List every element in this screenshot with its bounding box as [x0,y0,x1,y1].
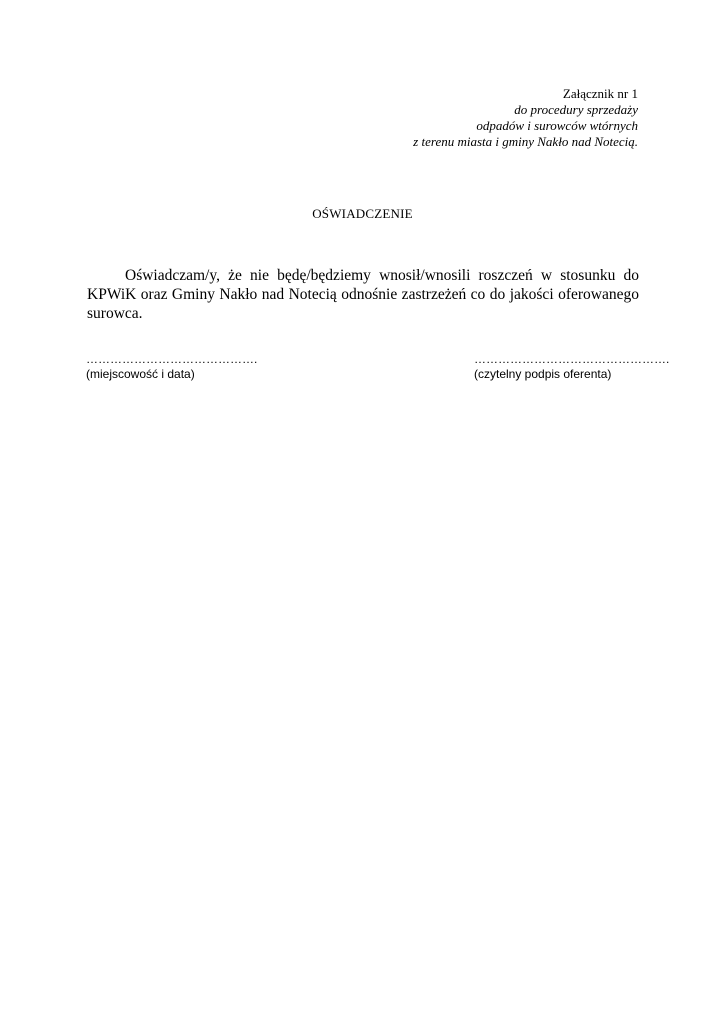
attachment-header [413,86,638,150]
attachment-procedure: do procedury sprzedaży [514,102,638,117]
statement-paragraph: Oświadczam/y, że nie będę/będziemy wnosił/wnosili roszczeń w stosunku do KPWiK oraz Gminy Nakło nad Notecią odnośnie zastrzeżeń co do jakości oferowanego surowca. [87,267,639,322]
bidder-signature-caption: (czytelny podpis oferenta) [474,367,612,381]
attachment-waste-types: odpadów i surowców wtórnych [476,118,638,133]
attachment-number: Załącznik nr 1 [562,86,638,101]
bidder-signature-dotted-line: …………………………………………. [474,352,670,366]
place-date-signature-block [86,352,257,381]
bidder-signature-block [474,352,669,381]
document-title: OŚWIADCZENIE [312,206,413,221]
attachment-area: z terenu miasta i gminy Nakło nad Notecią. [413,134,638,149]
place-date-caption: (miejscowość i data) [86,367,195,381]
place-date-dotted-line: ……………………………………. [86,352,258,366]
